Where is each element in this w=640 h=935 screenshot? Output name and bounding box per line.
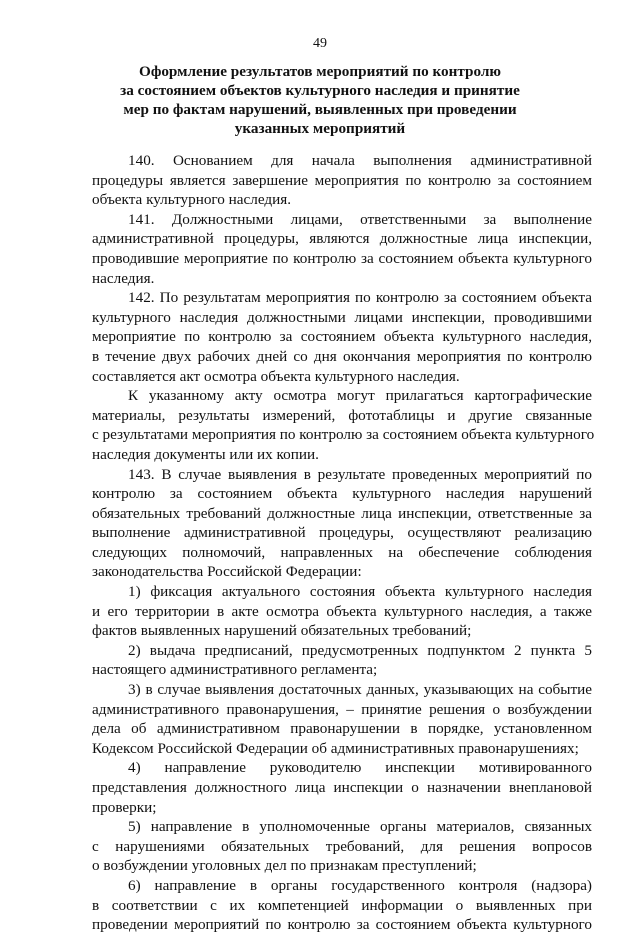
text-line: мероприятие по контролю за состоянием объекта культурного наследия, [92, 328, 592, 346]
text-line: процедуры является завершение мероприятия по контролю за состоянием [92, 171, 592, 189]
text-line: 5) направление в уполномоченные органы материалов, связанных [128, 818, 592, 836]
text-line: следующих полномочий, направленных на обеспечение соблюдения [92, 543, 592, 561]
text-line: проведении мероприятий по контролю за состоянием объекта культурного [92, 916, 592, 934]
page-number: 49 [313, 36, 327, 51]
paragraph [92, 876, 592, 935]
text-line: законодательства Российской Федерации: [92, 563, 362, 581]
text-line: фактов выявленных нарушений обязательных требований; [92, 622, 472, 640]
text-line: административной процедуры, являются должностные лица инспекции, [92, 230, 592, 248]
text-line: административного правонарушения, – принятие решения о возбуждении [92, 700, 592, 718]
text-line: объекта культурного наследия. [92, 191, 292, 209]
text-line: 6) направление в органы государственного контроля (надзора) [128, 876, 592, 894]
text-line: о возбуждении уголовных дел по признакам преступлений; [92, 857, 477, 875]
text-line: Кодексом Российской Федерации об административных правонарушениях; [92, 739, 579, 757]
text-line: 1) фиксация актуального состояния объекта культурного наследия [128, 583, 592, 601]
text-line: 143. В случае выявления в результате проведенных мероприятий по [128, 465, 592, 483]
text-line: 140. Основанием для начала выполнения административной [128, 152, 592, 169]
text-line: в течение двух рабочих дней со дня окончания мероприятия по контролю [92, 347, 592, 365]
paragraph [92, 210, 592, 288]
title-line: мер по фактам нарушений, выявленных при проведении [123, 101, 517, 118]
text-line: выполнение административной процедуры, осуществляют реализацию [92, 524, 592, 542]
text-line: 141. Должностными лицами, ответственными за выполнение [128, 210, 592, 228]
text-line: проводившие мероприятие по контролю за состоянием объекта культурного [92, 249, 592, 267]
text-line: составляется акт осмотра объекта культурного наследия. [92, 367, 460, 385]
text-line: наследия. [92, 269, 155, 287]
paragraph [92, 817, 592, 876]
paragraph [92, 758, 592, 817]
text-line: К указанному акту осмотра могут прилагаться картографические [128, 387, 592, 405]
paragraph [92, 465, 592, 583]
text-line: проверки; [92, 798, 157, 816]
text-line: в соответствии с их компетенцией информации о выявленных при [92, 896, 592, 914]
text-line: и его территории в акте осмотра объекта культурного наследия, а также [92, 602, 592, 620]
text-line: с нарушениями обязательных требований, для решения вопросов [92, 837, 592, 855]
paragraph [92, 680, 592, 758]
title-line: Оформление результатов мероприятий по контролю [139, 63, 501, 80]
paragraph [92, 288, 592, 386]
title-line: за состоянием объектов культурного наследия и принятие [120, 82, 520, 99]
text-line: 2) выдача предписаний, предусмотренных подпунктом 2 пункта 5 [128, 641, 592, 659]
text-line: настоящего административного регламента; [92, 661, 378, 679]
text-line: 3) в случае выявления достаточных данных, указывающих на событие [128, 681, 592, 699]
title-line: указанных мероприятий [234, 120, 406, 137]
text-line: представления должностного лица инспекции о назначении внеплановой [92, 779, 592, 796]
paragraph [92, 582, 592, 641]
section-title [100, 62, 540, 138]
text-line: 4) направление руководителю инспекции мотивированного [128, 759, 592, 777]
document-body [92, 151, 595, 935]
text-line: дела об административном правонарушении в порядке, установленном [92, 720, 592, 738]
text-line: наследия документы или их копии. [92, 445, 319, 463]
text-line: с результатами мероприятия по контролю за состоянием объекта культурного [92, 426, 595, 444]
paragraph [92, 151, 592, 210]
paragraph [92, 641, 592, 680]
text-line: 142. По результатам мероприятия по контролю за состоянием объекта [128, 289, 592, 307]
text-line: культурного наследия должностными лицами инспекции, проводившими [92, 308, 592, 326]
text-line: материалы, результаты измерений, фототаблицы и другие связанные [92, 406, 592, 424]
text-line: контролю за состоянием объекта культурного наследия нарушений [92, 485, 592, 503]
paragraph [92, 386, 595, 464]
text-line: обязательных требований должностные лица инспекции, ответственные за [92, 504, 592, 522]
